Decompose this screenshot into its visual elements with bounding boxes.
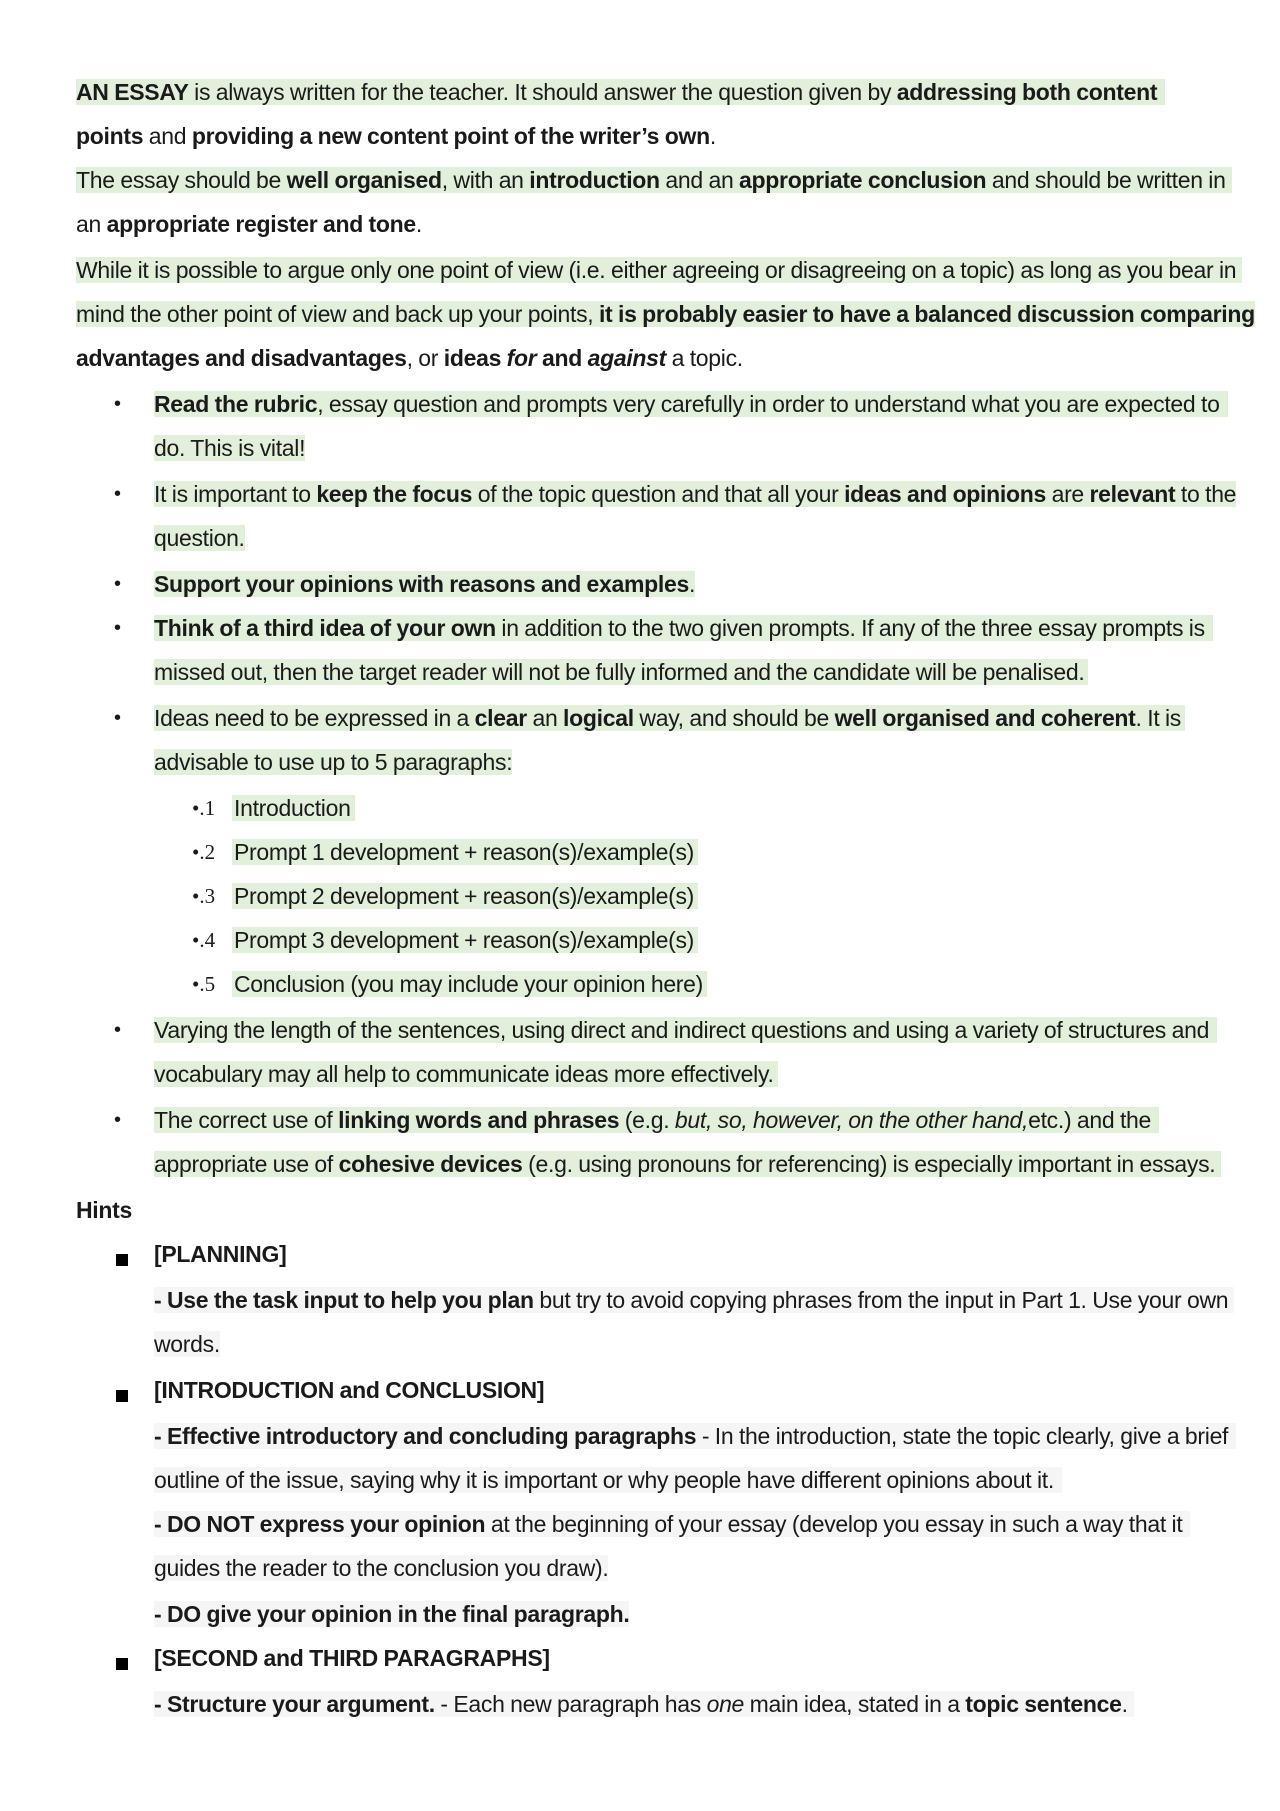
- bullet-5-line-2: advisable to use up to 5 paragraphs:: [154, 749, 513, 775]
- bullet-2-line-1: It is important to keep the focus of the topic question and that all your ideas and opinions are relevant to the: [154, 481, 1237, 507]
- square-bullet-icon: [116, 1390, 128, 1402]
- sub-item-2: Prompt 1 development + reason(s)/example(s): [232, 830, 698, 874]
- sub-number: •.5: [192, 972, 216, 996]
- bullet-4-line-1: Think of a third idea of your own in addition to the two given prompts. If any of the three essay prompts is: [154, 606, 1213, 650]
- bullet-7-line-1: The correct use of linking words and phrases (e.g. but, so, however, on the other hand,etc.) and the: [154, 1098, 1159, 1142]
- intro-line-5: While it is possible to argue only one point of view (i.e. either agreeing or disagreeing on a topic) as long as you bear in: [76, 248, 1242, 292]
- bullet-3-line-1: Support your opinions with reasons and examples.: [154, 571, 696, 597]
- square-bullet-icon: [116, 1254, 128, 1266]
- bullet-4-line-2: missed out, then the target reader will not be fully informed and the candidate will be penalised.: [154, 650, 1088, 694]
- hint-introconc-line-3: - DO NOT express your opinion at the beginning of your essay (develop you essay in such a way that it: [154, 1502, 1190, 1546]
- hint-second-heading: [SECOND and THIRD PARAGRAPHS]: [154, 1645, 550, 1671]
- hints-heading: Hints: [76, 1197, 133, 1223]
- hint-introconc-line-2: outline of the issue, saying why it is important or why people have different opinions about it.: [154, 1458, 1062, 1502]
- sub-number: •.1: [192, 796, 216, 820]
- sub-number: •.4: [192, 928, 216, 952]
- bullet-1-line-2: do. This is vital!: [154, 435, 306, 461]
- sub-number: •.3: [192, 884, 216, 908]
- hint-introconc-line-5: - DO give your opinion in the final paragraph.: [154, 1601, 630, 1627]
- hint-planning-line-2: words.: [154, 1331, 220, 1357]
- bullet-5-line-1: Ideas need to be expressed in a clear an logical way, and should be well organised and coherent. It is: [154, 696, 1185, 740]
- bullet-1-line-1: Read the rubric, essay question and prompts very carefully in order to understand what you are expected to: [154, 382, 1228, 426]
- hint-introconc-line-4: guides the reader to the conclusion you draw).: [154, 1555, 609, 1581]
- sub-number: •.2: [192, 840, 216, 864]
- intro-line-1: AN ESSAY is always written for the teacher. It should answer the question given by addressing both content: [76, 70, 1165, 114]
- bullet-icon: •: [114, 617, 122, 639]
- square-bullet-icon: [116, 1658, 128, 1670]
- intro-line-4: an appropriate register and tone.: [76, 211, 422, 237]
- bullet-7-line-2: appropriate use of cohesive devices (e.g. using pronouns for referencing) is especially important in essays.: [154, 1142, 1221, 1186]
- bullet-icon: •: [114, 573, 122, 595]
- intro-line-3: The essay should be well organised, with an introduction and an appropriate conclusion and should be written in: [76, 158, 1232, 202]
- hint-introconc-heading: [INTRODUCTION and CONCLUSION]: [154, 1377, 545, 1403]
- sub-item-4: Prompt 3 development + reason(s)/example(s): [232, 918, 698, 962]
- hint-introconc-line-1: - Effective introductory and concluding paragraphs - In the introduction, state the topic clearly, give a brief: [154, 1414, 1236, 1458]
- sub-item-3: Prompt 2 development + reason(s)/example(s): [232, 874, 698, 918]
- bullet-icon: •: [114, 393, 122, 415]
- bullet-2-line-2: question.: [154, 525, 245, 551]
- intro-line-2: points and providing a new content point of the writer’s own.: [76, 123, 716, 149]
- sub-item-1: Introduction: [232, 786, 355, 830]
- sub-item-5: Conclusion (you may include your opinion here): [232, 962, 707, 1006]
- bullet-icon: •: [114, 483, 122, 505]
- intro-line-7: advantages and disadvantages, or ideas for and against a topic.: [76, 345, 743, 371]
- bullet-6-line-2: vocabulary may all help to communicate ideas more effectively.: [154, 1052, 778, 1096]
- bullet-icon: •: [114, 707, 122, 729]
- intro-line-6: mind the other point of view and back up your points, it is probably easier to have a balanced discussion comparing: [76, 301, 1255, 327]
- bullet-icon: •: [114, 1019, 122, 1041]
- bullet-6-line-1: Varying the length of the sentences, using direct and indirect questions and using a variety of structures and: [154, 1008, 1217, 1052]
- hint-planning-line-1: - Use the task input to help you plan but try to avoid copying phrases from the input in Part 1. Use your own: [154, 1278, 1234, 1322]
- bullet-icon: •: [114, 1109, 122, 1131]
- hint-second-line-1: - Structure your argument. - Each new paragraph has one main idea, stated in a topic sentence.: [154, 1682, 1134, 1726]
- hint-planning-heading: [PLANNING]: [154, 1241, 287, 1267]
